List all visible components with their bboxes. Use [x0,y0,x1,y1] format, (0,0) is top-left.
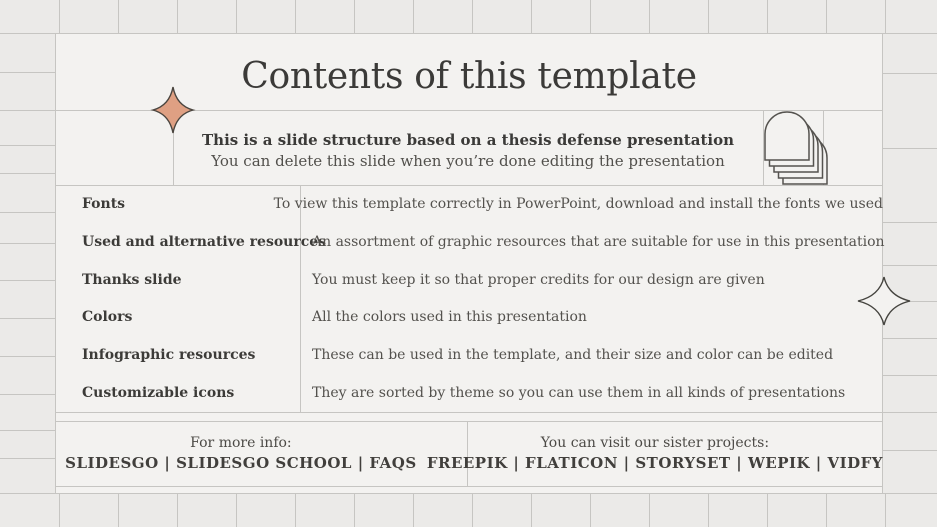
title-band [55,33,883,110]
table-row [55,223,883,261]
toc-description: These can be used in the template, and their size and color can be edited [312,347,834,364]
page-title: Contents of this template [241,56,697,97]
table-row [55,185,883,223]
toc-label: Used and alternative resources [82,233,327,250]
table-row [55,298,883,336]
footer-intro-text: For more info: [190,435,292,451]
toc-label: Fonts [82,195,126,212]
footer-links-slidesgo[interactable]: SLIDESGO | SLIDESGO SCHOOL | FAQS [65,454,417,472]
toc-description: They are sorted by theme so you can use them in all kinds of presentations [312,385,846,402]
contents-table [55,185,883,412]
subtitle-regular-line: You can delete this slide when you’re done editing the presentation [211,151,725,170]
subtitle-block [173,110,763,185]
toc-label: Colors [82,309,133,326]
table-row [55,261,883,299]
subtitle-bold-line: This is a slide structure based on a thesis defense presentation [202,130,734,149]
table-row [55,374,883,412]
footer-links-projects[interactable]: FREEPIK | FLATICON | STORYSET | WEPIK | VIDFY [426,454,883,472]
footer-more-info [55,421,427,486]
footer-intro-text: You can visit our sister projects: [540,435,770,451]
footer-sister-projects [427,421,883,486]
toc-label: Customizable icons [82,385,235,402]
toc-description: All the colors used in this presentation [312,309,587,326]
table-row [55,336,883,374]
toc-description: To view this template correctly in PowerPoint, download and install the fonts we used [273,195,883,212]
toc-label: Thanks slide [82,271,182,288]
footer [55,421,883,486]
toc-label: Infographic resources [82,347,256,364]
toc-description: An assortment of graphic resources that are suitable for use in this presentation [312,233,885,250]
toc-description: You must keep it so that proper credits for our design are given [312,271,765,288]
